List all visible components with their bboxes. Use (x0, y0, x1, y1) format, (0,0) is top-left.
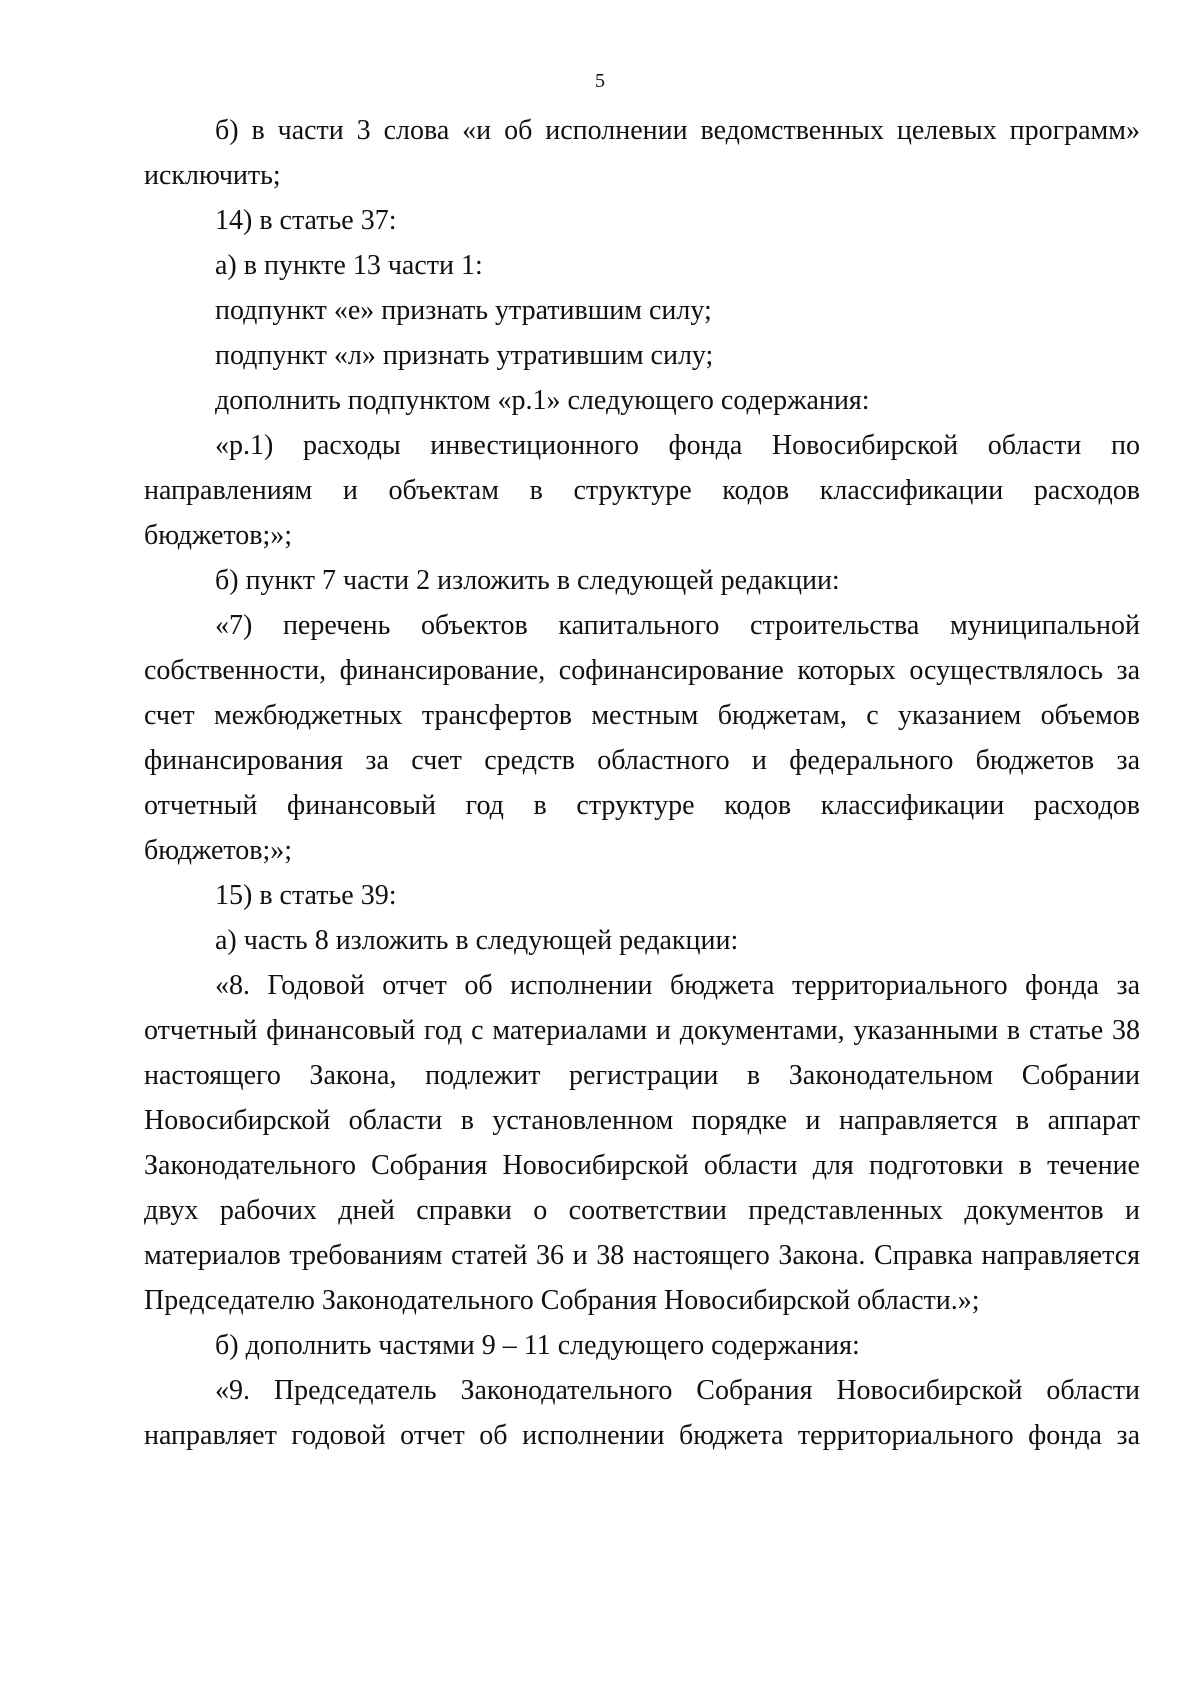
text-line: Законодательного Собрания Новосибирской области для подготовки в течение (144, 1150, 1140, 1181)
text-line: дополнить подпунктом «р.1» следующего содержания: (215, 385, 870, 416)
text-line: направлениям и объектам в структуре кодов классификации расходов (144, 475, 1140, 506)
page-number: 5 (595, 70, 605, 92)
text-line: «9. Председатель Законодательного Собрания Новосибирской области (215, 1375, 1140, 1406)
text-line: направляет годовой отчет об исполнении бюджета территориального фонда за (144, 1420, 1140, 1451)
text-line: бюджетов;»; (144, 835, 293, 866)
text-line: подпункт «е» признать утратившим силу; (215, 295, 712, 326)
text-line: настоящего Закона, подлежит регистрации в Законодательном Собрании (144, 1060, 1140, 1091)
text-line: б) дополнить частями 9 – 11 следующего содержания: (215, 1330, 860, 1361)
text-line: материалов требованиям статей 36 и 38 настоящего Закона. Справка направляется (144, 1240, 1140, 1271)
text-line: Новосибирской области в установленном порядке и направляется в аппарат (144, 1105, 1140, 1136)
text-line: финансирования за счет средств областного и федерального бюджетов за (144, 745, 1140, 776)
text-line: отчетный финансовый год с материалами и документами, указанными в статье 38 (144, 1015, 1140, 1046)
text-line: 14) в статье 37: (215, 205, 397, 236)
text-line: подпункт «л» признать утратившим силу; (215, 340, 714, 371)
text-line: а) в пункте 13 части 1: (215, 250, 483, 281)
text-line: 15) в статье 39: (215, 880, 397, 911)
text-line: б) пункт 7 части 2 изложить в следующей редакции: (215, 565, 840, 596)
text-line: «8. Годовой отчет об исполнении бюджета территориального фонда за (215, 970, 1140, 1001)
text-line: бюджетов;»; (144, 520, 293, 551)
text-line: исключить; (144, 160, 281, 191)
text-line: б) в части 3 слова «и об исполнении ведомственных целевых программ» (215, 115, 1140, 146)
text-line: Председателю Законодательного Собрания Новосибирской области.»; (144, 1285, 980, 1316)
text-line: собственности, финансирование, софинансирование которых осуществлялось за (144, 655, 1140, 686)
text-line: «р.1) расходы инвестиционного фонда Новосибирской области по (215, 430, 1140, 461)
text-line: а) часть 8 изложить в следующей редакции: (215, 925, 739, 956)
text-line: отчетный финансовый год в структуре кодов классификации расходов (144, 790, 1140, 821)
text-line: «7) перечень объектов капитального строительства муниципальной (215, 610, 1140, 641)
text-line: счет межбюджетных трансфертов местным бюджетам, с указанием объемов (144, 700, 1140, 731)
text-line: двух рабочих дней справки о соответствии представленных документов и (144, 1195, 1140, 1226)
